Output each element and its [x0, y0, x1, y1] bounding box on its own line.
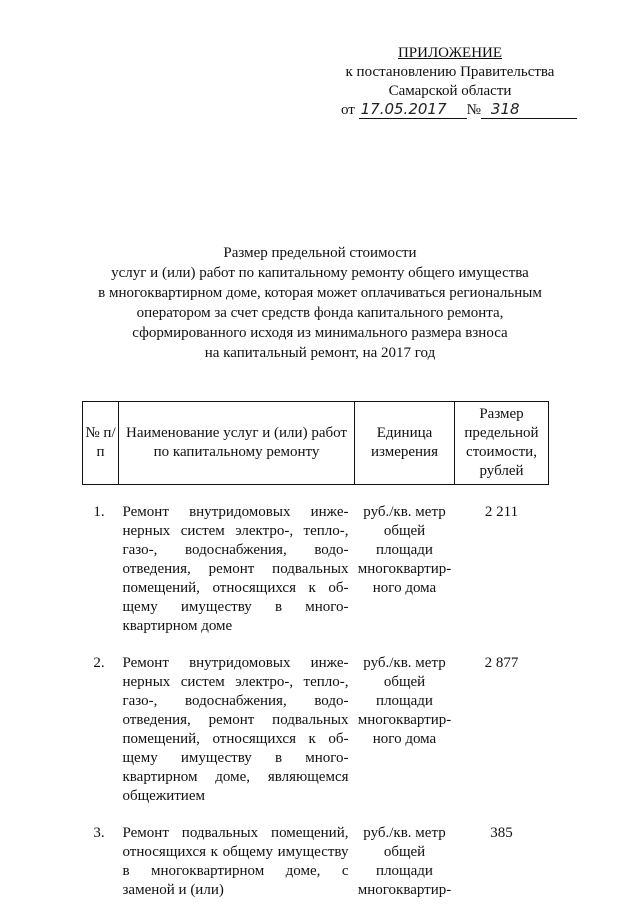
heading-line: оператором за счет средств фонда капитального ремонта,: [136, 305, 504, 321]
row-unit: руб./кв. метр общей площади многоквартир-ного дома: [357, 504, 452, 596]
row-num: 2.: [93, 655, 105, 671]
row-name: Ремонт внутридомовых инже-нерных систем электро-, тепло-, газо-, водоснабжения, водо-отведения, ремонт подвальных помещений, относящихся к об-щему имуществу в много-квартирном доме, являющемся общежитием: [122, 655, 349, 804]
appendix-title: ПРИЛОЖЕНИЕ: [397, 45, 503, 61]
heading-line: Размер предельной стоимости: [223, 245, 417, 261]
table-row: [83, 485, 549, 637]
row-num: 3.: [93, 825, 105, 841]
from-label: от: [341, 102, 355, 118]
handwritten-date: 17.05.2017: [359, 100, 467, 119]
handwritten-number: 318: [481, 100, 577, 119]
table-header-row: [83, 402, 549, 485]
row-price: 2 877: [484, 655, 519, 671]
heading-line: услуг и (или) работ по капитальному ремонту общего имущества: [111, 265, 529, 281]
row-unit: руб./кв. метр общей площади многоквартир-ного дома: [357, 655, 452, 747]
appendix-line-2: Самарской области: [388, 83, 512, 99]
row-name: Ремонт подвальных помещений, относящихся к общему имуществу в многоквартирном доме, с заменой и (или): [122, 825, 349, 898]
document-heading: [60, 243, 580, 363]
heading-line: сформированного исходя из минимального размера взноса: [132, 325, 508, 341]
order-date-number: [341, 100, 577, 119]
row-num: 1.: [93, 504, 105, 520]
heading-line: на капитальный ремонт, на 2017 год: [204, 345, 436, 361]
cost-table: [82, 401, 549, 900]
appendix-line-1: к постановлению Правительства: [345, 64, 555, 80]
row-price: 2 211: [484, 504, 519, 520]
header-unit: Единица измерения: [355, 402, 455, 485]
table-row: [83, 806, 549, 900]
row-unit: руб./кв. метр общей площади многоквартир-: [357, 825, 452, 898]
row-name: Ремонт внутридомовых инже-нерных систем электро-, тепло-, газо-, водоснабжения, водо-отведения, ремонт подвальных помещений, относящихся к об-щему имуществу в много-квартирном доме: [122, 504, 349, 634]
heading-line: в многоквартирном доме, которая может оплачиваться региональным: [98, 285, 542, 301]
row-price: 385: [490, 825, 513, 841]
table-row: [83, 636, 549, 806]
number-label: №: [466, 102, 481, 118]
appendix-block: [310, 44, 590, 101]
header-name: Наименование услуг и (или) работ по капитальному ремонту: [119, 402, 355, 485]
header-price: Размер предельной стоимости, рублей: [455, 402, 549, 485]
header-num: № п/п: [83, 402, 119, 485]
